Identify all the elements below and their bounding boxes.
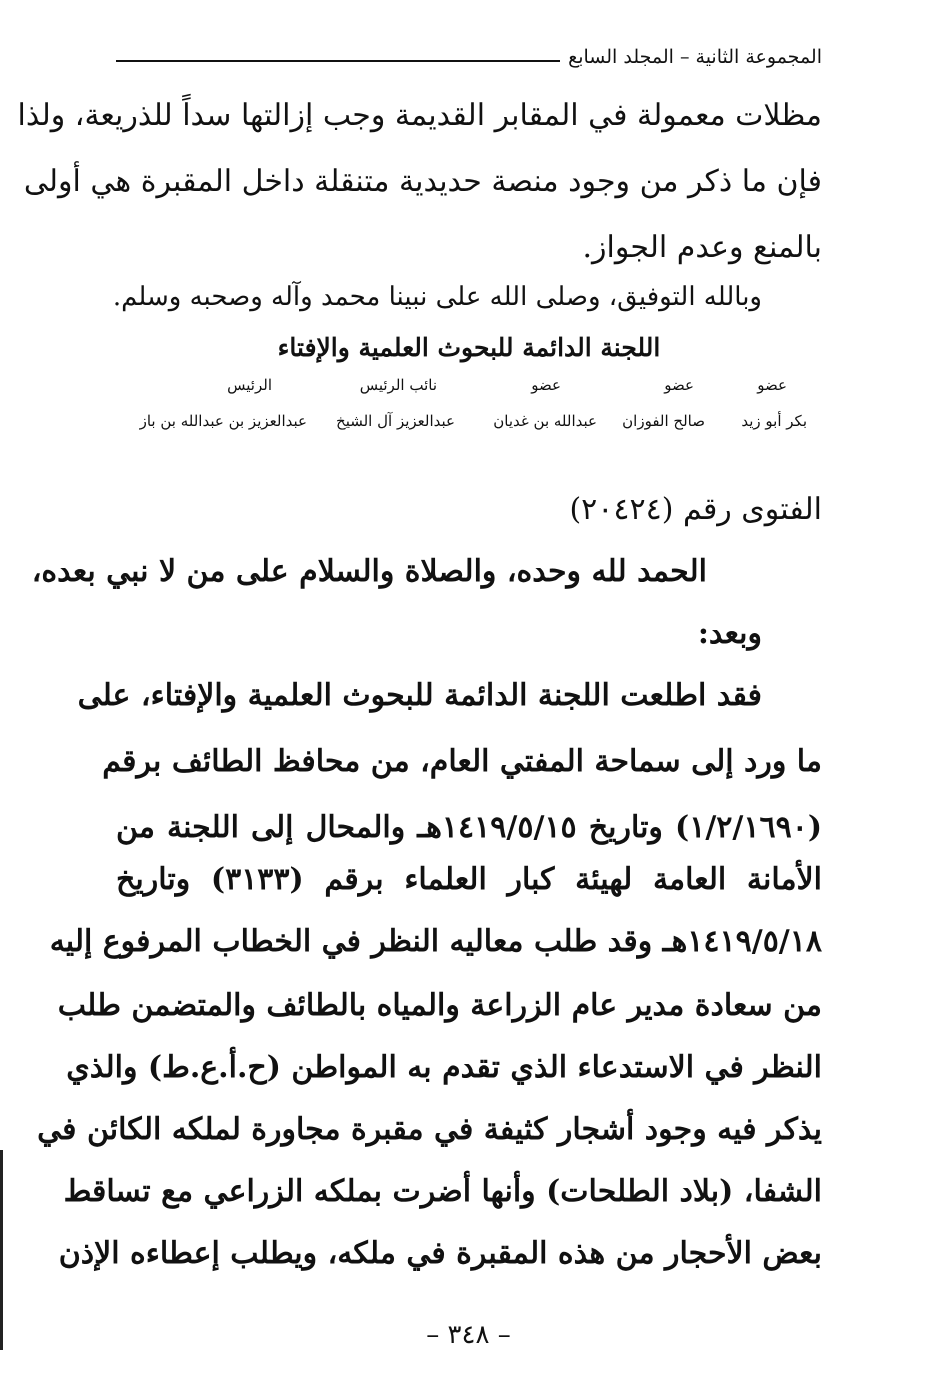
fatwa-body-line: (١/٢/١٦٩٠) وتاريخ ١٤١٩/٥/١٥هـ والمحال إلى اللجنة من: [116, 810, 823, 845]
signatory-name: صالح الفوزان: [622, 412, 705, 430]
fatwa-intro-line: الحمد لله وحده، والصلاة والسلام على من لا نبي بعده،: [31, 554, 707, 589]
signatory-name: بكر أبو زيد: [741, 412, 807, 430]
signatory-name: عبدالعزيز آل الشيخ: [336, 412, 455, 430]
prev-fatwa-line: بالمنع وعدم الجواز.: [582, 230, 822, 265]
committee-name: اللجنة الدائمة للبحوث العلمية والإفتاء: [277, 333, 661, 362]
fatwa-body-line: من سعادة مدير عام الزراعة والمياه بالطائف والمتضمن طلب: [57, 988, 822, 1023]
signatory-role: عضو: [757, 376, 787, 394]
signatory-name: عبدالله بن غديان: [493, 412, 597, 430]
signatory-role: نائب الرئيس: [359, 376, 437, 394]
fatwa-body-line: فقد اطلعت اللجنة الدائمة للبحوث العلمية والإفتاء، على: [77, 678, 762, 713]
header-rule: [116, 60, 560, 62]
signatory-role: عضو: [531, 376, 561, 394]
prev-fatwa-line: فإن ما ذكر من وجود منصة حديدية متنقلة داخل المقبرة هي أولى: [23, 164, 822, 199]
fatwa-number: الفتوى رقم (٢٠٤٢٤): [569, 492, 822, 527]
closing-line: وبالله التوفيق، وصلى الله على نبينا محمد وآله وصحبه وسلم.: [112, 282, 762, 312]
fatwa-intro-line: وبعد:: [697, 616, 762, 651]
page-number: – ٣٤٨ –: [426, 1320, 511, 1350]
fatwa-body-line: بعض الأحجار من هذه المقبرة في ملكه، ويطلب إعطاءه الإذن: [58, 1236, 822, 1271]
header-title: المجموعة الثانية – المجلد السابع: [568, 46, 822, 68]
signatory-role: عضو: [664, 376, 694, 394]
fatwa-body-line: الشفا، (بلاد الطلحات) وأنها أضرت بملكه الزراعي مع تساقط: [63, 1174, 822, 1209]
running-header: [116, 40, 822, 74]
fatwa-body-line: يذكر فيه وجود أشجار كثيفة في مقبرة مجاورة لملكه الكائن في: [37, 1112, 822, 1147]
signatory-name: عبدالعزيز بن عبدالله بن باز: [139, 412, 307, 430]
fatwa-body-line: ما ورد إلى سماحة المفتي العام، من محافظ الطائف برقم: [102, 744, 822, 779]
fatwa-body-line: ١٤١٩/٥/١٨هـ وقد طلب معاليه النظر في الخطاب المرفوع إليه: [49, 924, 822, 959]
fatwa-body-line: النظر في الاستدعاء الذي تقدم به المواطن (ح.أ.ع.ط) والذي: [66, 1050, 822, 1085]
prev-fatwa-line: مظلات معمولة في المقابر القديمة وجب إزالتها سداً للذريعة، ولذا: [17, 98, 822, 133]
signatory-role: الرئيس: [227, 376, 272, 394]
fatwa-body-line: الأمانة العامة لهيئة كبار العلماء برقم (٣١٣٣) وتاريخ: [116, 862, 822, 897]
